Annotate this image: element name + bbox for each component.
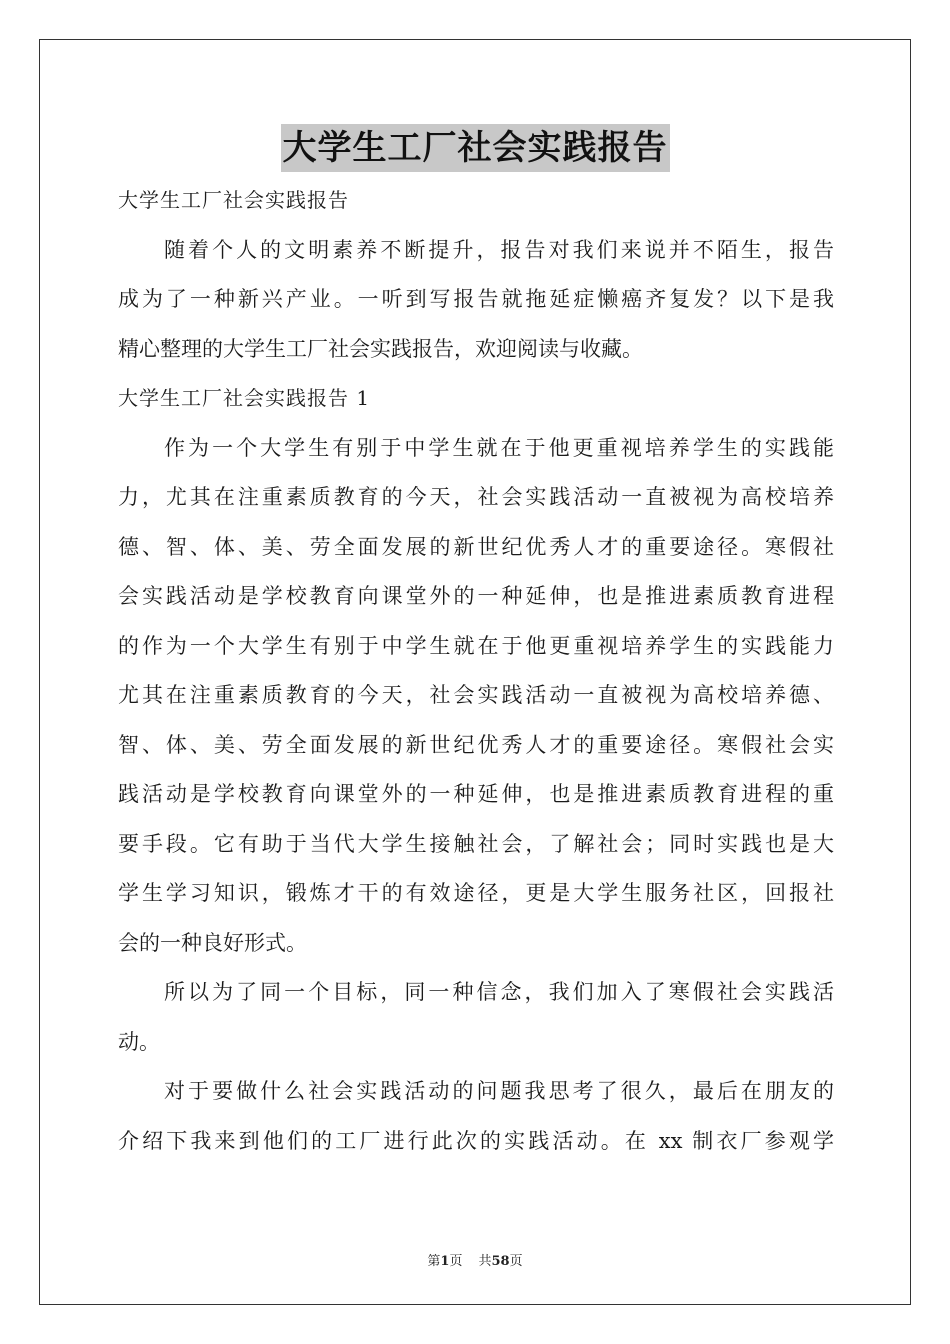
paragraph-line: 力，尤其在注重素质教育的今天，社会实践活动一直被视为高校培养 (118, 485, 834, 509)
paragraph-line: 智、体、美、劳全面发展的新世纪优秀人才的重要途径。寒假社会实 (118, 732, 834, 757)
page-number: 1 (440, 1254, 450, 1269)
paragraph-line: 要手段。它有助于当代大学生接触社会，了解社会；同时实践也是大 (118, 831, 834, 856)
document-body (118, 176, 834, 1166)
paragraph-line: 德、智、体、美、劳全面发展的新世纪优秀人才的重要途径。寒假社 (118, 534, 834, 559)
paragraph-line: 学生学习知识，锻炼才干的有效途径，更是大学生服务社区，回报社 (118, 881, 834, 905)
page-footer (0, 1250, 950, 1269)
paragraph-line: 践活动是学校教育向课堂外的一种延伸，也是推进素质教育进程的重 (118, 782, 834, 806)
total-suffix: 页 (509, 1254, 523, 1269)
paragraph-line: 介绍下我来到他们的工厂进行此次的实践活动。在 xx 制衣厂参观学 (118, 1128, 834, 1153)
page-prefix: 第 (427, 1254, 441, 1269)
document-title (0, 124, 950, 172)
page-suffix: 页 (449, 1254, 463, 1269)
intro-line: 精心整理的大学生工厂社会实践报告，欢迎阅读与收藏。 (118, 336, 643, 361)
paragraph-line: 作为一个大学生有别于中学生就在于他更重视培养学生的实践能 (164, 435, 834, 460)
paragraph-line: 动。 (118, 1029, 160, 1054)
section-heading: 大学生工厂社会实践报告 1 (118, 386, 371, 410)
intro-line: 随着个人的文明素养不断提升，报告对我们来说并不陌生，报告 (164, 237, 834, 262)
paragraph-line: 对于要做什么社会实践活动的问题我思考了很久，最后在朋友的 (164, 1079, 834, 1103)
total-pages: 58 (491, 1254, 510, 1269)
intro-line: 成为了一种新兴产业。一听到写报告就拖延症懒癌齐复发？以下是我 (118, 287, 834, 311)
paragraph-line: 会的一种良好形式。 (118, 930, 307, 955)
paragraph-line: 会实践活动是学校教育向课堂外的一种延伸，也是推进素质教育进程 (118, 584, 834, 608)
document-title-text: 大学生工厂社会实践报告 (281, 124, 670, 172)
total-prefix: 共 (478, 1254, 492, 1269)
paragraph-line: 尤其在注重素质教育的今天，社会实践活动一直被视为高校培养德、 (118, 683, 834, 707)
paragraph-line: 所以为了同一个目标，同一种信念，我们加入了寒假社会实践活 (164, 980, 834, 1004)
subtitle-line: 大学生工厂社会实践报告 (118, 188, 349, 212)
paragraph-line: 的作为一个大学生有别于中学生就在于他更重视培养学生的实践能力 (118, 633, 834, 658)
